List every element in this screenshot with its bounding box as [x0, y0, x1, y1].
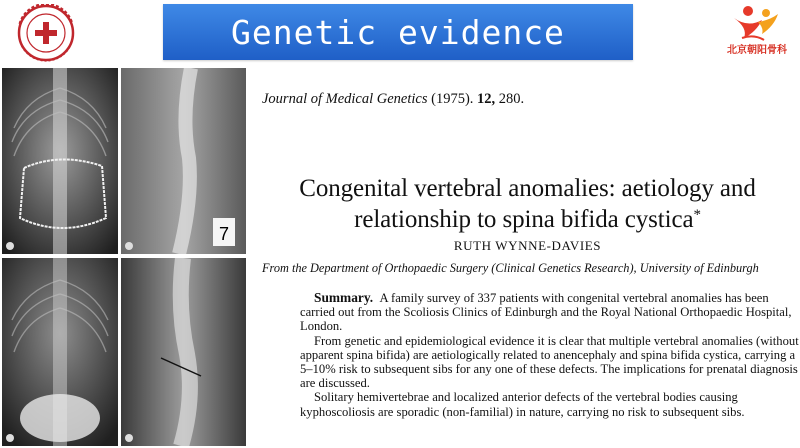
paper-title [255, 175, 800, 233]
journal-year: (1975). [431, 91, 474, 107]
paper-title-mark: * [693, 207, 701, 223]
slide-title-bar [163, 4, 633, 60]
journal-volume: 12, [477, 91, 496, 107]
svg-text:7: 7 [219, 224, 230, 244]
summary-text: A family survey of 337 patients with congenital vertebral anomalies has been carried out from the Scoliosis Clinics of Edinburgh and the Royal National Orthopaedic Hospital, London. [300, 291, 792, 334]
hospital-seal-logo [6, 4, 86, 62]
body-paragraph-3: Solitary hemivertebrae and localized anterior defects of the vertebral bodies causing kyphoscoliosis are sporadic (non-familial) in nature, carrying no risk to subsequent sibs. [300, 390, 745, 419]
summary-label: Summary. [314, 290, 374, 305]
xray-image-4 [121, 258, 246, 446]
body-paragraph-2: From genetic and epidemiological evidence it is clear that multiple vertebral anomalies (without apparent spina bifida) are aetiologically related to anencephaly and spina bifida cystica, carrying a 5–10% risk to subsequent sibs for any one of these defects. The implications for prenatal diagnosis are discussed. [300, 333, 799, 391]
slide-title: Genetic evidence [231, 12, 565, 52]
seal-icon [6, 4, 86, 62]
figure-logo-icon [718, 4, 796, 42]
paper-title-line-1: Congenital vertebral anomalies: aetiology and [299, 175, 756, 202]
xray-image-3 [2, 258, 118, 446]
paper-affiliation: From the Department of Orthopaedic Surgery (Clinical Genetics Research), University of Edinburgh [262, 261, 759, 275]
xray-image-1 [2, 68, 118, 254]
paper-body [300, 291, 800, 419]
paper-title-line-2: relationship to spina bifida cystica [354, 206, 694, 233]
summary-paragraph [300, 291, 800, 334]
journal-citation [262, 91, 524, 108]
paper-excerpt [255, 66, 800, 448]
logo-chinese-text: 北京朝阳骨科 [727, 45, 787, 56]
orthopedics-logo [718, 4, 796, 62]
journal-pages: 280. [498, 91, 525, 107]
journal-name: Journal of Medical Genetics [262, 91, 428, 107]
xray-image-2 [121, 68, 246, 254]
xray-panel [0, 66, 248, 448]
paper-author: RUTH WYNNE-DAVIES [453, 238, 602, 253]
